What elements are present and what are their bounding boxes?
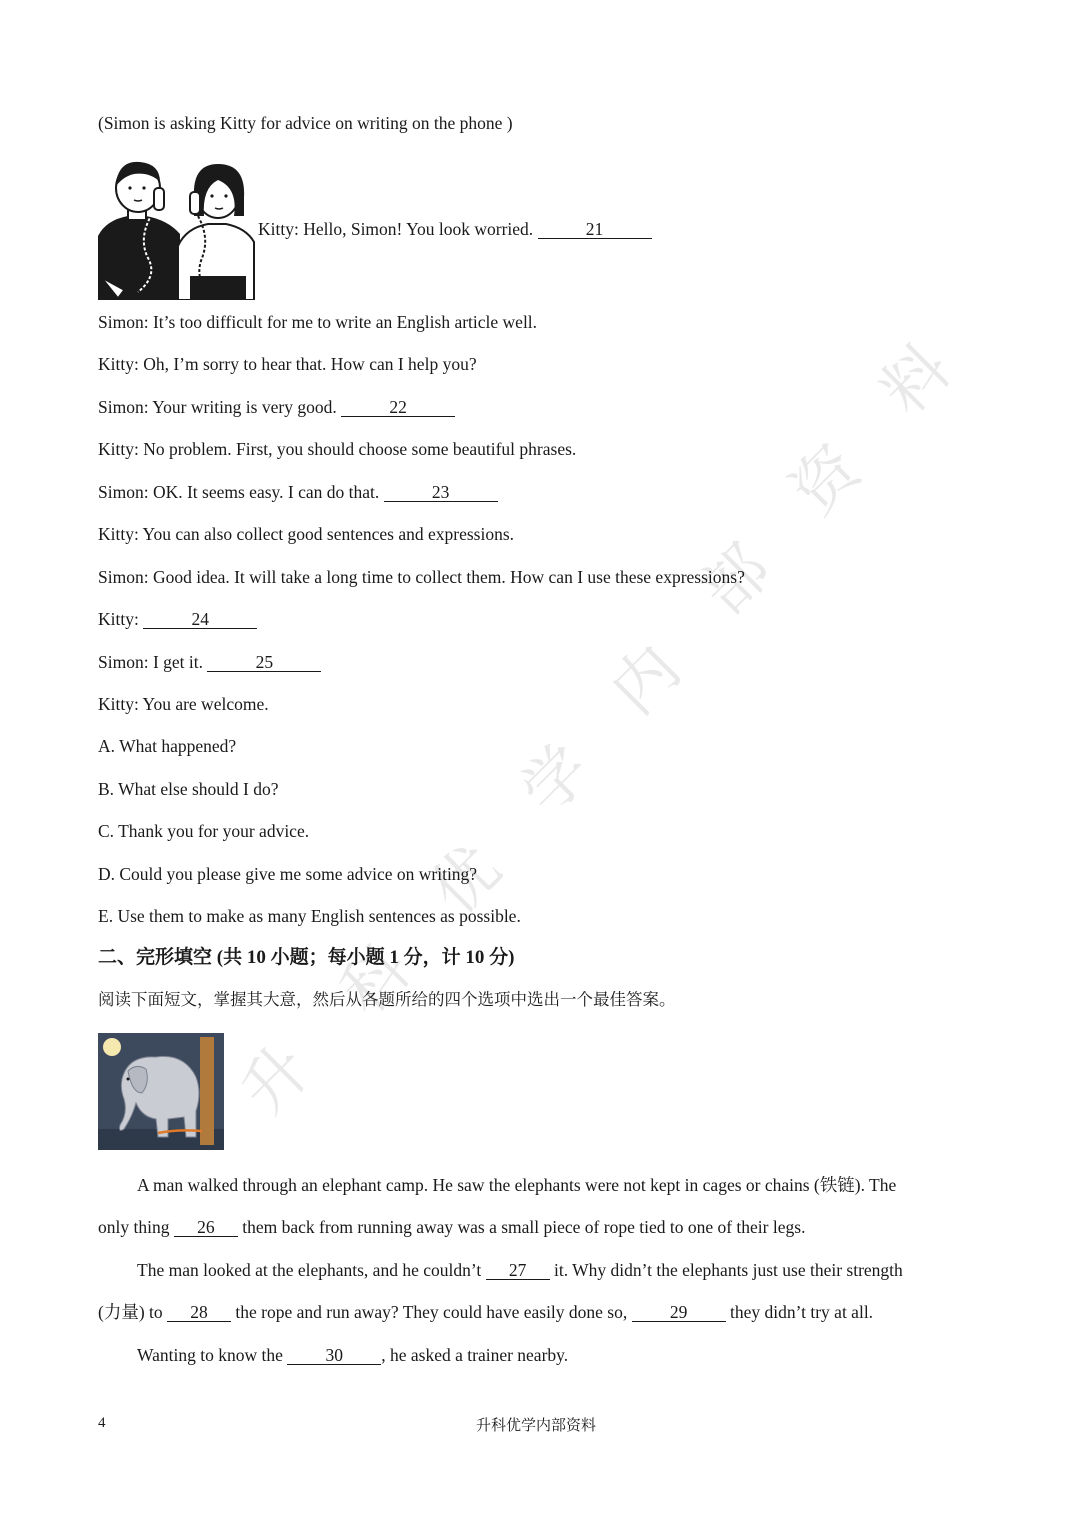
passage-text: the rope and run away? They could have easily done so, [231,1302,632,1322]
watermark-char: 优 [417,831,516,930]
dialogue-text: Kitty: Oh, I’m sorry to hear that. How can I help you? [98,354,477,374]
elephant-illustration [98,1033,224,1150]
passage-text: (力量) to [98,1302,168,1322]
section-heading: 二、完形填空 (共 10 小题；每小题 1 分，计 10 分) [98,947,515,968]
blank-26[interactable]: 26 [174,1218,238,1237]
dialogue-text: Simon: OK. It seems easy. I can do that. [98,482,384,502]
watermark-char: 内 [597,631,696,730]
dialogue-line [98,481,498,503]
passage-text: The man looked at the elephants, and he couldn’t [137,1260,486,1280]
page-number: 4 [98,1415,106,1431]
passage-text: , he asked a trainer nearby. [381,1345,569,1365]
dialogue-context: (Simon is asking Kitty for advice on writing on the phone ) [98,113,513,133]
passage-line [137,1259,1021,1281]
dialogue-line [98,396,455,418]
blank-22[interactable]: 22 [341,398,455,417]
blank-28[interactable]: 28 [167,1303,231,1322]
section-instruction: 阅读下面短文，掌握其大意，然后从各题所给的四个选项中选出一个最佳答案。 [98,990,676,1009]
option-item: C. Thank you for your advice. [98,821,310,841]
dialogue-line [98,523,514,545]
option-item: E. Use them to make as many English sentences as possible. [98,906,521,926]
option-item: D. Could you please give me some advice on writing? [98,864,478,884]
passage-line: A man walked through an elephant camp. He saw the elephants were not kept in cages or chains (铁链). The [137,1175,897,1195]
dialogue-line [98,353,477,375]
passage-text: Wanting to know the [137,1345,288,1365]
dialogue-line [98,693,269,715]
blank-29[interactable]: 29 [632,1303,726,1322]
footer-title: 升科优学内部资料 [476,1416,597,1434]
passage-line [98,1301,982,1323]
dialogue-text: Kitty: [98,609,144,629]
phone-call-illustration [98,158,258,300]
blank-23[interactable]: 23 [384,483,498,502]
watermark-char: 资 [777,431,876,530]
dialogue-text: Simon: I get it. [98,652,208,672]
dialogue-line [98,438,576,460]
passage-line [98,1216,982,1238]
dialogue-line [98,651,321,673]
blank-24[interactable]: 24 [143,610,257,629]
option-item: A. What happened? [98,736,237,756]
dialogue-line [98,311,537,333]
passage-text: them back from running away was a small piece of rope tied to one of their legs. [237,1217,806,1237]
passage-line [137,1344,1021,1366]
dialogue-text: Kitty: You can also collect good sentences and expressions. [98,524,515,544]
dialogue-text: Simon: Your writing is very good. [98,397,342,417]
passage-text: only thing [98,1217,174,1237]
watermark-char: 料 [867,331,966,430]
watermark-char: 学 [507,731,606,830]
blank-25[interactable]: 25 [207,653,321,672]
passage-text: it. Why didn’t the elephants just use their strength [549,1260,903,1280]
watermark-char: 科 [327,931,426,1030]
dialogue-line [98,566,745,588]
blank-30[interactable]: 30 [287,1346,381,1365]
dialogue-text: Kitty: Hello, Simon! You look worried. [258,219,538,239]
blank-21[interactable]: 21 [538,220,652,239]
passage-text: they didn’t try at all. [725,1302,874,1322]
dialogue-line [98,608,257,630]
dialogue-text: Simon: Good idea. It will take a long time to collect them. How can I use these expressions? [98,567,745,587]
dialogue-text: Kitty: You are welcome. [98,694,269,714]
watermark-char: 升 [227,1031,326,1130]
dialogue-line [258,218,652,240]
blank-27[interactable]: 27 [486,1261,550,1280]
option-item: B. What else should I do? [98,779,279,799]
watermark-char: 部 [687,531,786,630]
dialogue-text: Simon: It’s too difficult for me to write an English article well. [98,312,538,332]
dialogue-text: Kitty: No problem. First, you should choose some beautiful phrases. [98,439,577,459]
